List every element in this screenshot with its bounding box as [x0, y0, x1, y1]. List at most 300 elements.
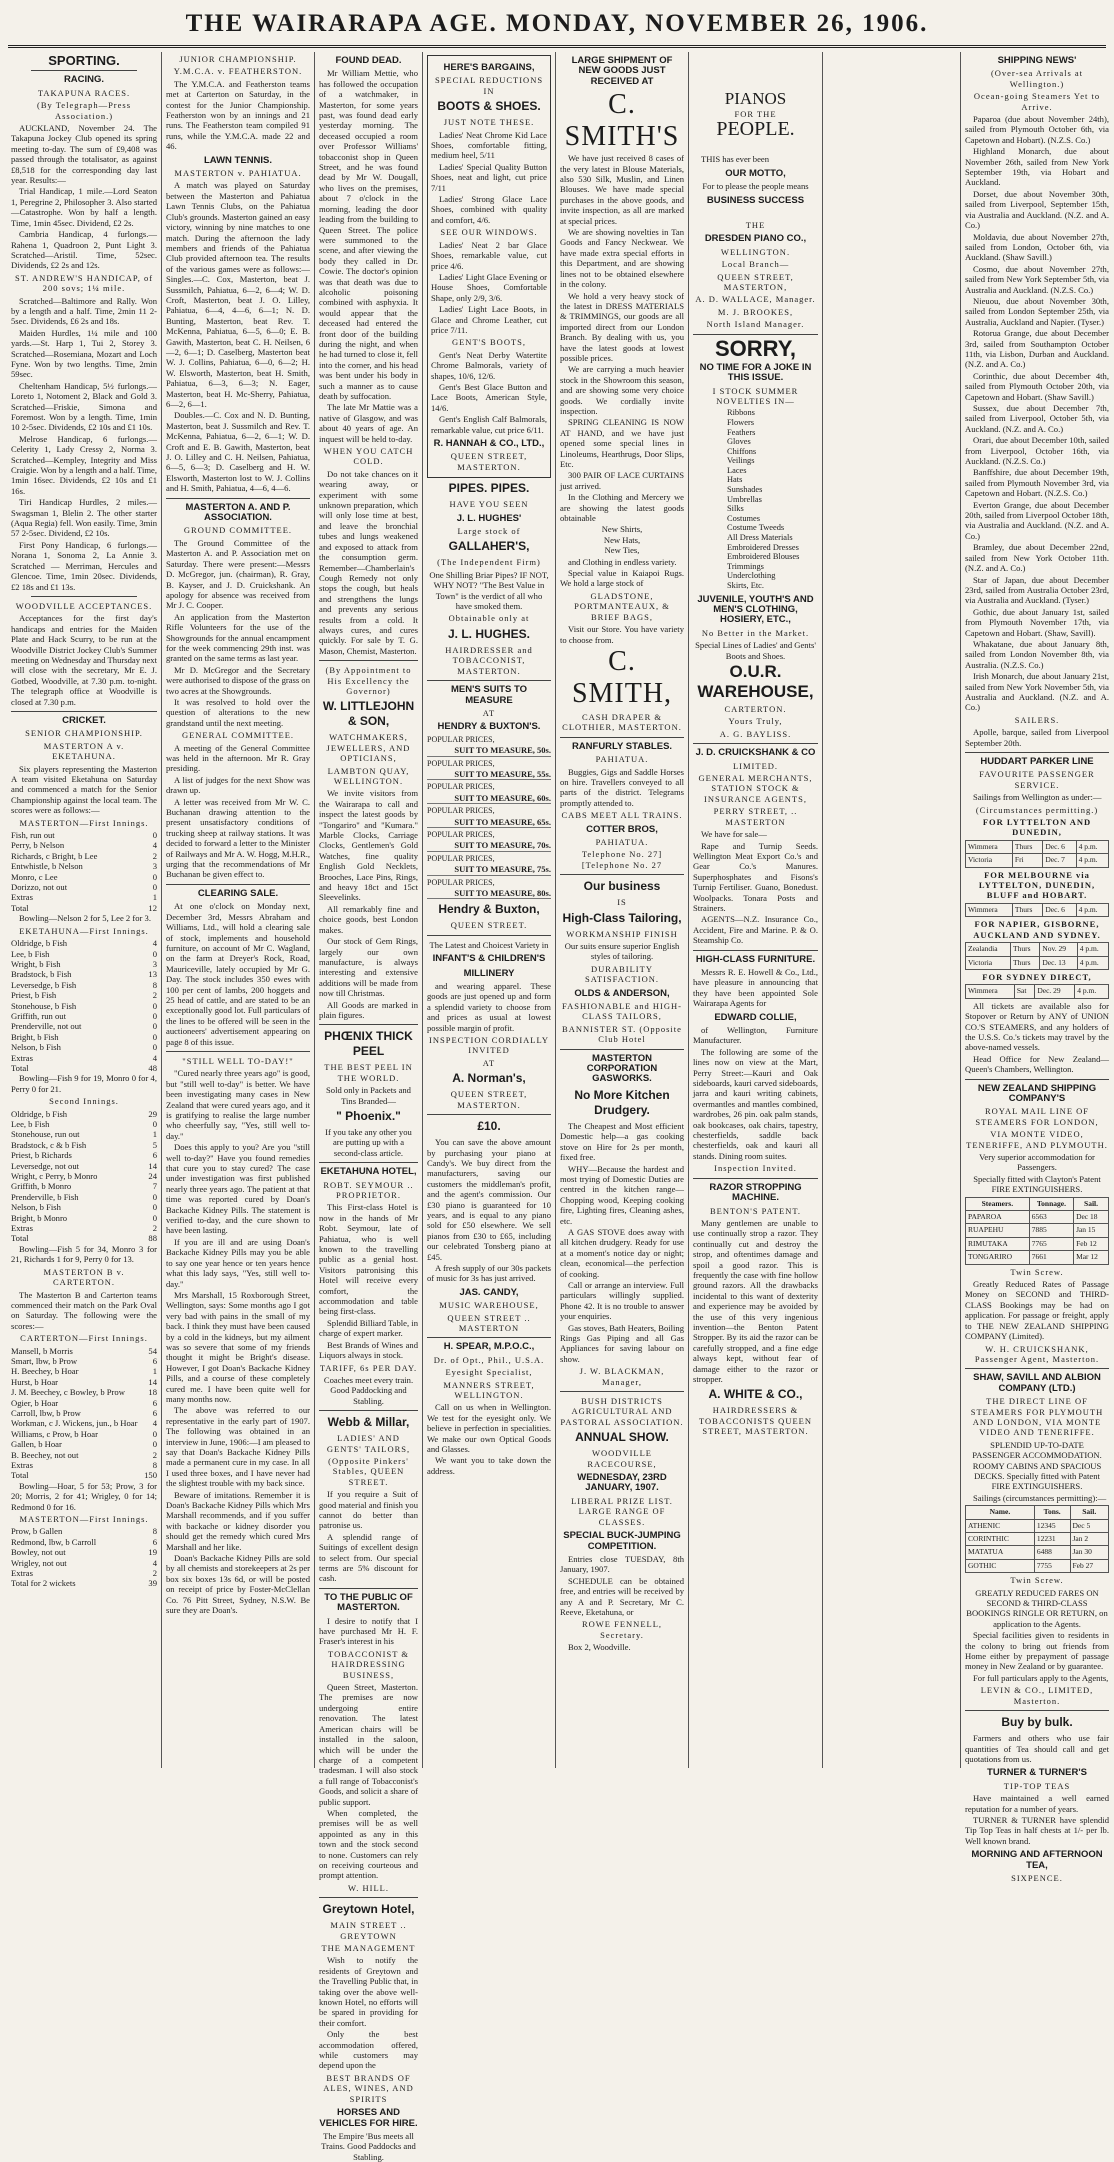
route-cell: 4 p.m. [1076, 854, 1108, 867]
runs: 5 [152, 1139, 157, 1150]
advert-body: Gent's English Calf Balmorals, remarkable value, cut price 6/11. [431, 414, 547, 435]
advert-title: No More Kitchen Drudgery. [574, 1087, 670, 1117]
runs: 13 [148, 969, 157, 980]
article-paragraph: Beware of imitations. Remember it is Doan's Backache Kidney Pills which Mrs Marshall recommends, and if you suffer with backache or kidney disorder you should get the remedy which cured Mrs Marshall and her like. [166, 1489, 310, 1552]
advert-body: WHY—Because the hardest and most trying of Domestic Duties are centred in the kitchen range—Chopping wood, Keeping cooking fire, Lighting fires, Cleaning ashes, etc. [560, 1163, 684, 1226]
advert-title: PHŒNIX THICK PEEL [324, 1029, 413, 1059]
advert-line: AT [482, 707, 496, 718]
batsman: Nelson, b Fish [11, 1202, 61, 1213]
advert-title: SPECIAL BUCK-JUMPING COMPETITION. [563, 1530, 681, 1552]
scorecard-total: Total 12 [11, 902, 157, 913]
route-cell: Dec. 6 [1043, 903, 1076, 916]
advert-line: Telephone No. 27] [Telephone No. 27 [581, 849, 663, 870]
scorecard-total: Total 88 [11, 1233, 157, 1244]
article-paragraph: Melrose Handicap, 6 furlongs.—Celerity 1, Lady Cressy 2, Norma 3. Scratched—Kempley, Integrity and Miss Craigie. Won by a length and a half. Time, 1min 16sec. Dividends, £2 10s and £1 16s. [11, 433, 157, 496]
batsman: Griffith, b Monro [11, 1181, 72, 1192]
advert-title: Greytown Hotel, [322, 1902, 415, 1917]
advert-body: Sailings (circumstances permitting):— [973, 1492, 1107, 1503]
batsman: H. Beechey, b Hoar [11, 1366, 79, 1377]
article-subheading: MASTERTON B v. CARTERTON. [43, 1266, 125, 1288]
runs: 6 [152, 1397, 157, 1408]
advert-line: JUST NOTE THESE. [443, 117, 535, 128]
price-entry [427, 854, 551, 876]
novelty-item: Ribbons [727, 408, 755, 418]
advert-body: GREATLY REDUCED FARES ON SECOND & THIRD-CLASS BOOKINGS RINGLE OR RETURN, on application to the Agents. [966, 1587, 1108, 1629]
advert-line: Local Branch— [721, 259, 790, 270]
article-heading: SENIOR CHAMPIONSHIP. [25, 728, 143, 739]
novelty-item: Costume Tweeds [727, 523, 785, 533]
runs: 0 [152, 1031, 157, 1042]
advert-title-large: SORRY, [714, 335, 797, 361]
article-paragraph: At one o'clock on Monday next, December 3rd, Messrs Abraham and Williams, Ltd., will hold a clearing sale of stock, implements and household furniture, on account of Mr C. Wagland, on the farm at Dreyer's Rock, Road, Mauriceville, lately occupied by Mr G. Day. The stock includes 350 ewes with 100 per cent of lambs, 200 hoggets and 25 head of cattle, and are stated to be an exceptionally good lot. Full particulars of the lines to be offered will be seen in the auctioneers' advertisement appearing on page 8 of this issue. [166, 901, 310, 1047]
article-paragraph: First Pony Handicap, 6 furlongs.—Norana 1, Sonoma 2, La Annie 3. Scratched — Merriman, Hercules and Glencoe. Time, 1min 20sec. Dividends, £2 18s and £1 13s. [11, 539, 157, 592]
route-cell: Dec. 6 [1043, 840, 1076, 853]
advert-title: PIANOS [724, 89, 787, 108]
column-news-ads [316, 52, 421, 2162]
advert-title: " Phoenix." [336, 1108, 401, 1123]
route-cell: Fri [1012, 854, 1042, 867]
bowling-summary: Bowling—Hoar, 5 for 53; Prow, 3 for 20; Morris, 2 for 41; Wrigley, 0 for 14; Redmond 0 for 16. [11, 1480, 157, 1512]
table-row [966, 1519, 1109, 1532]
batsman: Extras [11, 1568, 33, 1579]
article-paragraph: Do not take chances on it wearing away, or experiment with some unknown preparation, which will only lose time at best, and leave the bronchial tubes and lungs weakened and exposed to attack from the consumption germ. Remember—Chamberlain's Cough Remedy not only stops the cough, but heals and strengthens the lungs and prevents any serious results from a cold. It always cures, and cures quickly. For sale by T. G. Mason, Chemist, Masterton. [319, 468, 418, 656]
advert-body: Wish to notify the residents of Greytown and the Travelling Public that, in taking over the above well-known Hotel, no efforts will be spared in providing for their comfort. [319, 1955, 418, 2028]
advert-line: QUEEN STREET, MASTERTON. [450, 1089, 528, 1110]
runs: 0 [152, 1119, 157, 1129]
advert-title: Our business [583, 879, 661, 894]
table-cell: 7765 [1029, 1237, 1073, 1250]
runs: 2 [152, 1223, 157, 1234]
advert-line: North Island Manager. [706, 319, 805, 330]
route-cell: 4 p.m. [1075, 985, 1109, 998]
runs: 18 [148, 1387, 157, 1398]
masthead [8, 4, 1106, 48]
advert-body: All remarkably fine and choice goods, best London makes. [319, 903, 418, 935]
table-cell: Jan 2 [1070, 1533, 1109, 1546]
table-cell: PAPAROA [966, 1211, 1030, 1224]
runs: 6 [152, 1150, 157, 1161]
runs: 0 [152, 1191, 157, 1202]
batsman: Wright, b Fish [11, 958, 61, 969]
novelty-item: Gloves [727, 437, 751, 447]
runs: 0 [152, 1010, 157, 1021]
advert-title: PEOPLE. [716, 118, 795, 141]
scorecard-row [11, 1568, 157, 1578]
scorecard-row [11, 959, 157, 969]
runs: 2 [152, 1449, 157, 1460]
article-paragraph: "Cured nearly three years ago" is good, but "still well to-day" is better. We have been investigating many cases in New Zealand that were cured years ago, and it is gratifying to realise the large number who cheerfully say, "Yes, still well to-day." [166, 1068, 310, 1141]
runs: 4 [152, 1557, 157, 1568]
advert-body: SCHEDULE can be obtained free, and entries will be received by any A and P. Secretary, Mr C. Reeve, Eketahuna, or [560, 1575, 684, 1617]
batsman: Stonehouse, run out [11, 1129, 80, 1140]
route-row [966, 854, 1109, 867]
table-cell: 6563 [1029, 1211, 1073, 1224]
price-entry [427, 806, 551, 828]
advert-line: I STOCK SUMMER NOVELTIES IN— [712, 385, 799, 406]
advert-title: HENDRY & BUXTON'S. [437, 721, 541, 733]
advert-body: We have for sale— [701, 829, 767, 840]
advert-line: INSPECTION CORDIALLY INVITED [429, 1035, 549, 1056]
runs: 6 [152, 1407, 157, 1418]
novelty-item: Costumes [727, 513, 761, 523]
advert-title-large: O.U.R. [729, 662, 782, 682]
price-value: SUIT TO MEASURE, 55s. [454, 768, 551, 779]
advert-body: SPLENDID UP-TO-DATE PASSENGER ACCOMMODATION. ROOMY CABINS AND SPACIOUS DECKS. Specially fitted with Patent FIRE EXTINGUISHERS. [972, 1439, 1102, 1492]
advert-line: BUSH DISTRICTS AGRICULTURAL AND PASTORAL ASSOCIATION. [560, 1396, 684, 1427]
advert-title-large: C. SMITH, [571, 645, 673, 709]
advert-title: Buy by bulk. [1001, 1715, 1073, 1730]
advert-line: QUEEN STREET, MASTERTON, [717, 271, 794, 293]
table-cell: 6488 [1034, 1546, 1070, 1559]
advert-body: Box 2, Woodville. [568, 1642, 631, 1653]
advert-body: Gent's Neat Derby Watertite Chrome Balmorals, variety of shapes, 10/6, 12/6. [431, 349, 547, 381]
advert-line: HAIRDRESSER and TOBACCONIST, MASTERTON. [445, 644, 533, 676]
scorecard [11, 938, 157, 1063]
advert-body: Gent's Best Glace Button and Lace Boots, American Style, 14/6. [431, 381, 547, 413]
table-row [966, 1211, 1109, 1224]
advert-line: AT [482, 1057, 496, 1068]
runs: 1 [152, 892, 157, 903]
ship-entry: Banffshire, due about December 19th, sailed from Plymouth November 3rd, via Capetown and Hobart. (N.Z.S. Co.) [965, 467, 1109, 499]
runs: 3 [152, 958, 157, 969]
runs: 0 [152, 1042, 157, 1053]
advert-line: WELLINGTON. [720, 246, 791, 257]
price-value: SUIT TO MEASURE, 70s. [454, 840, 551, 851]
advert-line: THE MANAGEMENT [321, 1943, 416, 1953]
advert-title: HIGH-CLASS FURNITURE. [695, 953, 816, 965]
scorecard-row [11, 1181, 157, 1191]
table-cell: 7755 [1034, 1559, 1070, 1572]
column-ads-3 [690, 52, 821, 1768]
novelty-item: Umbrellas [727, 494, 762, 504]
advert-body: A splendid range of Suitings of excellent design to select from. Our special terms are 5% discount for cash. [319, 1531, 418, 1584]
runs: 1 [152, 1129, 157, 1140]
scorecard-row [11, 938, 157, 948]
scorecard-row [11, 969, 157, 979]
advert-title: MEN'S SUITS TO MEASURE [451, 684, 527, 706]
column-shipping [962, 52, 1112, 1883]
advert-title: TURNER & TURNER'S [987, 1767, 1087, 1779]
runs: 2 [152, 1568, 157, 1579]
batsman: Bright, b Monro [11, 1212, 68, 1223]
advert-line: QUEEN STREET. [450, 920, 528, 931]
advert-body: Visit our Store. You have variety to choose from. [560, 624, 684, 645]
ship-list [965, 114, 1109, 713]
advert-body: A fresh supply of our 30s packets of music for 3s has just arrived. [427, 1262, 551, 1284]
novelty-item: Hats [727, 475, 743, 485]
article-paragraph: A meeting of the General Committee was held in the afternoon. Mr R. Gray presiding. [166, 742, 310, 774]
batsman: Nelson, b Fish [11, 1042, 61, 1053]
advert-line: QUEEN STREET .. MASTERTON [447, 1312, 531, 1333]
article-heading: WOODVILLE ACCEPTANCES. [15, 600, 153, 611]
advert-title: HORSES AND VEHICLES FOR HIRE. [319, 2107, 418, 2129]
route-row [966, 943, 1109, 956]
scorecard-row [11, 1032, 157, 1042]
advert-line: IS [617, 897, 627, 908]
batsman: Extras [11, 892, 33, 903]
runs: 3 [152, 861, 157, 872]
advert-body: Splendid Billiard Table, in charge of expert marker. [319, 1317, 418, 1339]
advert-title: RAZOR STROPPING MACHINE. [709, 1181, 802, 1204]
advert-line: Twin Screw. [1010, 1575, 1064, 1586]
advert-line: Large stock of [457, 526, 521, 537]
runs: 7 [152, 1181, 157, 1192]
article-subheading: Y.M.C.A. v. FEATHERSTON. [173, 66, 303, 77]
advert-line: WATCHMAKERS, JEWELLERS, AND OPTICIANS, [326, 732, 411, 764]
batsman: Mansell, b Morris [11, 1345, 73, 1356]
novelty-item: Feathers [727, 427, 756, 437]
advert-body: I desire to notify that I have purchased Mr H. F. Fraser's interest in his [319, 1615, 418, 1647]
table-cell: GOTHIC [966, 1559, 1035, 1572]
runs: 4 [152, 1052, 157, 1063]
batsman: Leversedge, not out [11, 1160, 80, 1171]
advert-line: THE DIRECT LINE OF STEAMERS FOR PLYMOUTH AND LONDON, VIA MONTE VIDEO AND TENERIFFE. [970, 1396, 1104, 1438]
ship-entry: Orari, due about December 10th, sailed from Liverpool, October 16th, via Auckland. (N.Z.S. Co.) [965, 435, 1109, 467]
ship-entry: Star of Japan, due about December 23rd, sailed from Australia October 23rd, via Australia and Auckland. (Tyser.) [965, 574, 1109, 606]
scorecard-row [11, 1001, 157, 1011]
advert-body: Ladies' Special Quality Button Shoes, neat and light, cut price 7/11 [431, 161, 547, 193]
route-cell: Sat [1014, 985, 1035, 998]
runs: 0 [152, 1212, 157, 1223]
runs: 4 [152, 840, 157, 851]
advert-body: Only the best accommodation offered, while customers may depend upon the [319, 2029, 418, 2071]
byline: (By Telegraph—Press Association.) [36, 100, 132, 121]
advert-body: Our stock of Gem Rings, largely our own manufacture, is always interesting and extensive additions will be made from now till Christmas. [319, 936, 418, 999]
advert-title: WEDNESDAY, 23RD JANUARY, 1907. [577, 1472, 667, 1494]
section-heading: SPORTING. [48, 53, 120, 68]
section-heading: RACING. [63, 74, 105, 86]
runs: 0 [152, 1202, 157, 1213]
runs: 14 [148, 1376, 157, 1387]
scorecard-total: Total 48 [11, 1062, 157, 1073]
article-paragraph: Trial Handicap, 1 mile.—Lord Seaton 1, Peregrine 2, Philosopher 3. Also started—Catastrophe. Won by half a length. Time, 1min 45sec. Dividend, £2 2s. [11, 186, 157, 228]
runs: 2 [152, 850, 157, 861]
table-cell: TONGARIRO [966, 1251, 1030, 1264]
advert-title: NO TIME FOR A JOKE IN THIS ISSUE. [699, 361, 812, 384]
article-subheading: SAILERS. [1014, 714, 1060, 725]
batsman: Priest, b Richards [11, 1150, 72, 1161]
route-cell: Thurs [1012, 840, 1042, 853]
table-cell: Mar 12 [1074, 1251, 1109, 1264]
table-header-row [966, 1506, 1109, 1519]
advert-title: HERE'S BARGAINS, [443, 62, 535, 73]
advert-title: R. HANNAH & CO., LTD., [433, 438, 545, 449]
table-cell: ATHENIC [966, 1519, 1035, 1532]
route-cell: Wimmera [966, 985, 1015, 998]
column-news [163, 52, 313, 1768]
advert-title: A. WHITE & CO., [708, 1387, 803, 1402]
batsman: Bowley, not out [11, 1547, 66, 1558]
advert-title: MILLINERY [463, 967, 515, 979]
column-rule [555, 52, 556, 1768]
advert-body: Sailings from Wellington as under:— [973, 792, 1102, 803]
scorecard-row [11, 1547, 157, 1557]
batsman: Fish, run out [11, 830, 55, 841]
batsman: J. M. Beechey, c Bowley, b Prow [11, 1387, 125, 1398]
ship-entry: Sussex, due about December 7th, sailed from Liverpool, October 5th, via Auckland. (N.Z. and A. Co.) [965, 403, 1109, 434]
table-row [966, 1237, 1109, 1250]
advert-line: BANNISTER ST. (Opposite Club Hotel [562, 1023, 682, 1045]
advert-title: £10. [477, 1119, 501, 1134]
route-row [966, 903, 1109, 916]
advert-title: TO THE PUBLIC OF MASTERTON. [324, 1591, 413, 1614]
scorecard-row [11, 1526, 157, 1536]
advert-body: All Goods are marked in plain figures. [319, 999, 418, 1020]
advert-line: LAMBTON QUAY, WELLINGTON. [327, 765, 410, 786]
batsman: Extras [11, 1460, 33, 1470]
advert-body: Ladies' Light Lace Boots, in Glace and Chrome Leather, cut price 7/11. [431, 304, 547, 335]
table-cell: CORINTHIC [966, 1533, 1035, 1546]
table-cell: MATATUA [966, 1546, 1035, 1559]
batsman: Prenderville, not out [11, 1021, 82, 1032]
scorecard-row [11, 1429, 157, 1439]
batsman: Bradstock, c & b Fish [11, 1139, 87, 1150]
advert-line: TIP-TOP TEAS [1003, 1780, 1071, 1791]
advert-body: The Latest and Choicest Variety in [429, 939, 549, 950]
article-paragraph: The Ground Committee of the Masterton A. and P. Association met on Saturday. There were present:—Messrs D. McGregor, jun. (chairman), R. Gray, B. Kayser, and J. D. Cruickshank. An apology for absence was received from Mr J. C. Cooper. [166, 537, 310, 611]
table-cell: Feb 27 [1070, 1559, 1109, 1572]
table-header-cell: Steamers. [966, 1197, 1030, 1210]
scorecard [11, 1109, 157, 1234]
scorecard-row [11, 1377, 157, 1387]
advert-body: Our suits ensure superior English styles of tailoring. [564, 941, 680, 962]
advert-line: CARTERTON. [724, 704, 787, 715]
article-paragraph: Mr D. McGregor and the Secretary were authorised to dispose of the grass on two acres at the Showgrounds. [166, 664, 310, 696]
column-ads-2 [557, 52, 687, 1768]
steamer-table [965, 1505, 1109, 1573]
advert-body: Farmers and others who use fair quantities of Tea should call and get quotations from us. [965, 1733, 1109, 1764]
advert-line: CASH DRAPER & CLOTHIER, MASTERTON. [562, 711, 682, 733]
innings-heading: Second Innings. [49, 1096, 119, 1107]
batsman: Prow, b Gallen [11, 1526, 63, 1537]
price-entry [427, 759, 551, 781]
price-entry [427, 878, 551, 900]
advert-title: GALLAHER'S, [448, 539, 530, 554]
scorecard-total: Total 150 [11, 1470, 157, 1481]
route-row [966, 840, 1109, 853]
advert-line: SIXPENCE. [1011, 1872, 1063, 1883]
advert-title: W. LITTLEJOHN & SON, [322, 699, 415, 729]
scorecard-row [11, 1109, 157, 1119]
scorecard-row [11, 1460, 157, 1470]
advert-line: (Circumstances permitting.) [975, 804, 1099, 815]
runs: 0 [152, 1021, 157, 1032]
batsman: Bright, b Fish [11, 1031, 59, 1042]
advert-line: Twin Screw. [1010, 1266, 1064, 1277]
advert-line: VIA MONTE VIDEO, TENERIFFE, AND PLYMOUTH. [966, 1129, 1108, 1150]
ship-entry: Bramley, due about December 22nd, sailed from New York October 11th. (N.Z. and A. Co.) [965, 542, 1109, 574]
batsman: Priest, b Fish [11, 990, 57, 1001]
runs: 8 [152, 1526, 157, 1537]
advert-title: INFANT'S & CHILDREN'S [432, 953, 546, 965]
scorecard-row [11, 1450, 157, 1460]
advert-body: For to please the people means [702, 181, 809, 192]
advert-line: Eyesight Specialist, [445, 1367, 533, 1378]
ship-entry: Everton Grange, due about December 20th, sailed from Liverpool October 18th, via Australia and Auckland. (N.Z. and A. Co.) [965, 499, 1109, 541]
route-cell: Dec. 13 [1040, 956, 1077, 969]
steamer-table [965, 1197, 1109, 1265]
scorecard-row [11, 1387, 157, 1397]
advert-title: Hendry & Buxton, [438, 902, 540, 917]
table-header-cell: Tonnage. [1029, 1197, 1073, 1210]
batsman: Leversedge, b Fish [11, 979, 77, 990]
advert-title: PIPES. PIPES. [448, 481, 530, 496]
scorecard [11, 830, 157, 903]
advert-body: We are carrying a much heavier stock in the Showroom this season, and are showing some very choice goods. We cordially invite inspection. [560, 364, 684, 416]
route-cell: 4 p.m. [1076, 903, 1108, 916]
runs: 0 [152, 948, 157, 959]
article-paragraph: If you are ill and are using Doan's Backache Kidney Pills may you be able to say one year hence or ten years hence what this lady says, "Yes, still well to-day." [166, 1236, 310, 1289]
advert-body: We invite visitors from the Wairarapa to call and inspect the latest goods by "Tongariro" and "Kumara." Marble Clocks, Carriage Clocks, Gentlemen's Gold Watches, fine quality English Gold Necklets, Brooches, Lace Pins, Rings, and heavy 18ct and 15ct Sleevelinks. [319, 788, 418, 903]
price-label: POPULAR PRICES, [427, 734, 495, 744]
innings-heading: EKETAHUNA—First Innings. [19, 925, 149, 936]
price-value: SUIT TO MEASURE, 80s. [454, 888, 551, 898]
advert-line: Obtainable only at [448, 613, 530, 624]
advert-body: We want you to take down the address. [427, 1455, 551, 1476]
table-cell: Jan 30 [1070, 1546, 1109, 1559]
novelty-item: Silks [727, 504, 744, 514]
runs: 14 [148, 1160, 157, 1171]
advert-title: J. L. HUGHES' [456, 512, 522, 524]
advert-body: A GAS STOVE does away with all kitchen drudgery. Ready for use at a moment's notice day or night; clean, economical—the perfection of cooking. [560, 1226, 684, 1279]
table-header-cell: Sail. [1070, 1506, 1109, 1519]
scorecard-row [11, 830, 157, 840]
article-subheading: WHEN YOU CATCH COLD. [323, 446, 414, 467]
price-label: POPULAR PRICES, [427, 829, 495, 839]
batsman: Smart, lbw, b Prow [11, 1355, 78, 1366]
batsman: Lee, b Fish [11, 1119, 50, 1129]
batsman: Perry, b Nelson [11, 840, 65, 851]
batsman: Stonehouse, b Fish [11, 1000, 77, 1011]
advert-title-large: C. SMITH'S [564, 89, 680, 153]
runs: 0 [152, 871, 157, 882]
route-title: FOR LYTTELTON AND DUNEDIN, [982, 817, 1092, 838]
table-row [966, 1224, 1109, 1237]
scorecard-row [11, 1346, 157, 1356]
advert-signature: LEVIN & CO., LIMITED, Masterton. [980, 1685, 1094, 1706]
advert-title: ANNUAL SHOW. [575, 1430, 669, 1445]
advert-body: If you require a Suit of good material and finish you cannot do better than patronise us. [319, 1489, 418, 1531]
advert-body: 300 PAIR OF LACE CURTAINS just arrived. [560, 470, 684, 491]
price-value: SUIT TO MEASURE, 75s. [454, 864, 551, 875]
advert-line: TARIFF, 6s PER DAY. [319, 1362, 418, 1373]
table-cell: RUAPEHU [966, 1224, 1030, 1237]
price-label: POPULAR PRICES, [427, 758, 495, 768]
advert-title: H. SPEAR, M.P.O.C., [443, 1341, 535, 1353]
advert-body: of Wellington, Furniture Manufacturer. [693, 1025, 818, 1046]
advert-line: PAHIATUA. [595, 836, 649, 847]
scorecard-row [11, 861, 157, 871]
ship-entry: Highland Monarch, due about November 26th, sailed from New York September 19th, via Hobart and Auckland. [965, 146, 1109, 188]
article-paragraph: A letter was received from Mr W. C. Buchanan drawing attention to the present unsatisfactory conditions of trucking sheep at railway stations. It was decided to forward a letter to the Minister of Railways and Mr A. W. Hogg, M.H.R., urging that the recommendations of Mr Buchanan be given effect to. [166, 796, 310, 880]
route-title: FOR NAPIER, GISBORNE, AUCKLAND AND SYDNEY. [973, 919, 1101, 940]
article-subheading: GROUND COMMITTEE. [183, 525, 293, 536]
advert-line: QUEEN STREET, MASTERTON. [450, 451, 528, 472]
advert-title: JUVENILE, YOUTH'S AND MEN'S CLOTHING, HOSIERY, ETC., [697, 593, 814, 626]
scorecard-row [11, 980, 157, 990]
advert-body: Best Brands of Wines and Liquors always in stock. [319, 1339, 418, 1361]
route-cell: Thurs [1011, 943, 1040, 956]
scorecard-row [11, 882, 157, 892]
scorecard-row [11, 1171, 157, 1181]
article-paragraph: The late Mr Mattie was a native of Glasgow, and was about 40 years of age. An inquest will be held to-day. [319, 402, 418, 444]
advert-body: New Shirts, New Hats, New Ties, [601, 524, 643, 556]
ship-entry: Nieuou, due about November 30th, sailed from London September 25th, via Australia, Auckland and Napier. (Tyser.) [965, 295, 1109, 327]
article-paragraph: A match was played on Saturday between the Masterton and Pahiatua Lawn Tennis Clubs, on the Pahiatua Club's grounds. Masterton gained an easy victory, winning by nine matches to one match. During the afternoon the lady members and friends of the Pahiatua Club provided afternoon tea. The results of the various games were as follows:—Singles.—C. Cox, Masterton, beat J. Sussmilch, Pahiatua, 6—2, 6—4; W. D. Croft, Masterton, beat J. O. Lilley, Pahiatua, 6—4, 4—6, 6—1; N. D. Bunting, Masterton, beat Rev. T. McKenna, Pahiatua, 6—5, 6—0; E. B. Gawith, Masterton, beat C. H. Neilsen, 6—2, 6—1; D. Caselberg, Masterton beat W. J. Collins, Pahiatua, 6—0, 6—2; H. W. Elsworth, Masterton, beat H. Smith, Pahiatua, 6—3, 6—3; N. Eager, Masterton, beat H. Mc-Sherry, Pahiatua, 6—2, 6—1. [166, 180, 310, 409]
article-paragraph: Apolle, barque, sailed from Liverpool September 20th. [965, 727, 1109, 748]
advert-title: Webb & Millar, [327, 1415, 410, 1430]
novelty-item: Skirts, Etc. [727, 581, 764, 590]
